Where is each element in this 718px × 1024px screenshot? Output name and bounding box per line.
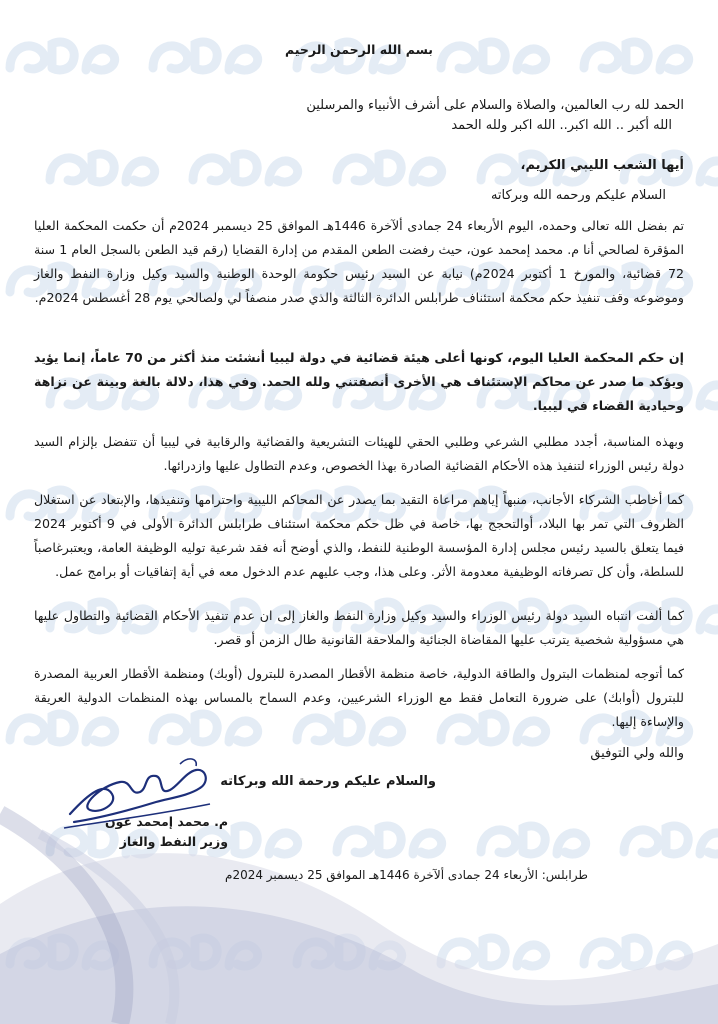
basmala: بسم الله الرحمن الرحيم [285,42,433,57]
paragraph-4: كما أخاطب الشركاء الأجانب، منبهاً إياهم مراعاة التقيد بما يصدر عن المحاكم الليبية واحترامها وتنفيذها، والإبتعاد عن استغلال الظروف التي تمر بها البلاد، أوالتحجج بها، خاصة في ظل حكم محكمة استئناف طرابلس الدائرة الأولى في 9 أكتوبر 2024 فيما يتعلق بالسيد رئيس مجلس إدارة المؤسسة الوطنية للنفط، والذي أوضح أنه فقد شرعية توليه الوظيفة العامة، ويعتبرغاصباً للسلطة، وأن كل تصرفاته الوظيفية معدومة الأثر. وعلى هذا، وجب عليهم عدم الدخول معه في أية إتفاقيات أو برامج عمل. [34,492,684,579]
signer-name: م. محمد إمحمد عون [105,814,228,829]
opening-line-1: الحمد لله رب العالمين، والصلاة والسلام على أشرف الأنبياء والمرسلين [306,98,684,113]
footer-date: طرابلس: الأربعاء 24 جمادى ألآخرة 1446هـ الموافق 25 ديسمبر 2024م [225,868,588,882]
closing-tawfiq: والله ولي التوفيق [590,746,684,761]
paragraph-5: كما ألفت انتباه السيد دولة رئيس الوزراء والسيد وكيل وزارة النفط والغاز إلى ان عدم تنفيذ الأحكام القضائية والتطاول عليها هي مسؤولية شخصية يترتب عليها المقاضاة الجنائية والملاحقة القانونية طال الزمن أو قصر. [34,608,684,647]
paragraph-2: إن حكم المحكمة العليا اليوم، كونها أعلى هيئة قضائية في دولة ليبيا أنشئت منذ أكثر من 70 عاماً، إنما يؤيد ويؤكد ما صدر عن محاكم الإستئناف هي الأخرى أنصفتني ولله الحمد. وفي هذا، دلالة بالغة وبينة عن نزاهة وحيادية القضاء في ليبيا. [34,350,685,413]
addressee: أيها الشعب الليبي الكريم، [520,158,684,173]
signer-title: وزير النفط والغاز [119,834,228,849]
paragraph-6: كما أتوجه لمنظمات البترول والطاقة الدولية، خاصة منظمة الأقطار المصدرة للبترول (أوبك) ومنظمة الأقطار العربية المصدرة للبترول (أوابك) على ضرورة التعامل فقط مع الوزراء الشرعيين، وعدم السماح بالمساس بهذه المنظمات الدولية العريقة والإساءة إليها. [34,666,684,729]
greeting: السلام عليكم ورحمه الله وبركاته [490,188,666,203]
closing-salam: والسلام عليكم ورحمة الله وبركاته [220,774,436,789]
opening-line-2: الله أكبر .. الله اكبر.. الله اكبر ولله الحمد [451,118,672,133]
paragraph-1: تم بفضل الله تعالى وحمده، اليوم الأربعاء 24 جمادى ألآخرة 1446هـ الموافق 25 ديسمبر 2024م أن حكمت المحكمة العليا المؤقرة لصالحي أنا م. محمد إمحمد عون، حيث رفضت الطعن المقدم من إدارة القضايا (رقم قيد الطعن بالسجل العام 1 سنة 72 قضائية، والمورخ 1 أكتوبر 2024م) نيابة عن السيد رئيس حكومة الوحدة الوطنية والسيد وكيل وزارة النفط والغاز وموضوعه وقف تنفيذ حكم محكمة استئناف طرابلس الدائرة الثالثة والذي صدر منصفاً لي ولصالحي يوم 28 أغسطس 2024م. [34,218,685,305]
paragraph-3: وبهذه المناسبة، أجدد مطلبي الشرعي وطلبي الحقي للهيئات التشريعية والقضائية والرقابية في ليبيا أن تتفضل بإلزام السيد دولة رئيس الوزراء لتنفيذ هذه الأحكام القضائية الصادرة بهذا الخصوص، وعدم التطاول عليها وازدرائها. [34,434,684,473]
